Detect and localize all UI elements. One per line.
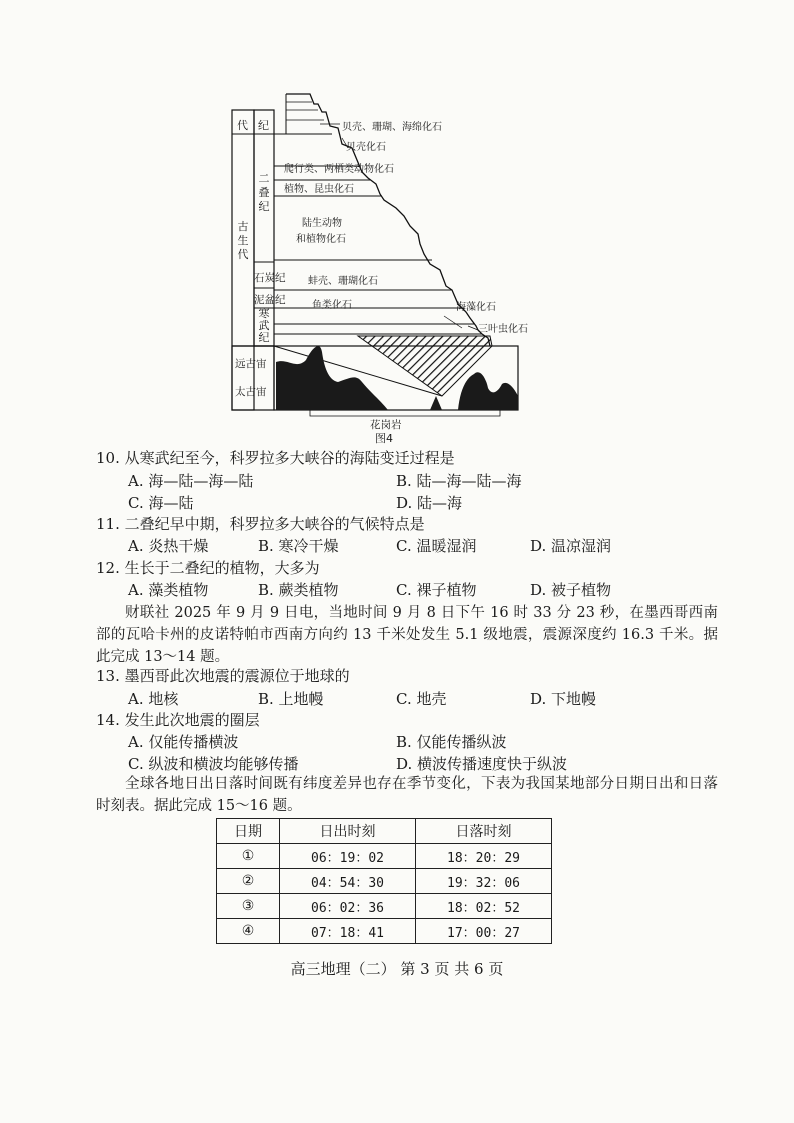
table-cell-date: ③	[217, 894, 280, 919]
q12-option-a: A. 藻类植物	[128, 581, 209, 599]
q11-stem: 11. 二叠纪早中期，科罗拉多大峡谷的气候特点是	[96, 515, 425, 533]
strata-figure	[230, 90, 570, 432]
period-devonian: 泥盆纪	[254, 294, 286, 306]
label-land-life-1: 陆生动物	[302, 218, 342, 229]
passage-earthquake: 财联社 2025 年 9 月 9 日电，当地时间 9 月 8 日下午 16 时 33 分 23 秒，在墨西哥西南部的瓦哈卡州的皮诺特帕市西南方向约 13 千米处发生 5.1 级地震，震源深度约 16.3 千米。据此完成 13～14 题。	[96, 605, 718, 665]
header-era: 代	[237, 119, 248, 132]
table-header: 日期	[217, 819, 280, 844]
granite-left	[276, 346, 388, 410]
q12-option-d: D. 被子植物	[530, 581, 612, 599]
era-proterozoic: 远古宙	[235, 358, 267, 370]
q10-stem: 10. 从寒武纪至今，科罗拉多大峡谷的海陆变迁过程是	[96, 449, 455, 467]
table-cell-date: ④	[217, 919, 280, 944]
table-cell-sunrise: 06：02：36	[280, 894, 416, 919]
label-shell-coral-sponge: 贝壳、珊瑚、海绵化石	[342, 122, 442, 133]
table-header-row	[217, 819, 552, 844]
q13-option-a: A. 地核	[128, 690, 179, 708]
q13-option-b: B. 上地幔	[258, 690, 324, 708]
table-row	[217, 869, 552, 894]
q14-option-b: B. 仅能传播纵波	[396, 733, 507, 751]
q13-option-c: C. 地壳	[396, 690, 447, 708]
era-paleozoic: 古生代	[237, 220, 249, 261]
strata-diagram	[230, 90, 570, 432]
period-permian: 二叠纪	[258, 172, 270, 213]
table-header: 日落时刻	[416, 819, 552, 844]
table-cell-sunset: 18：02：52	[416, 894, 552, 919]
q14-stem: 14. 发生此次地震的圈层	[96, 711, 260, 729]
label-clam-coral: 蚌壳、珊瑚化石	[308, 276, 378, 287]
q11-option-a: A. 炎热干燥	[128, 537, 209, 555]
q13-stem: 13. 墨西哥此次地震的震源位于地球的	[96, 667, 350, 685]
q11-option-b: B. 寒冷干燥	[258, 537, 339, 555]
q10-option-d: D. 陆—海	[396, 494, 463, 512]
period-cambrian: 寒武纪	[258, 307, 270, 344]
label-plant-insect: 植物、昆虫化石	[284, 184, 354, 195]
q10-option-c: C. 海—陆	[128, 494, 194, 512]
table-cell-date: ②	[217, 869, 280, 894]
label-reptile-amphibian: 爬行类、两栖类动物化石	[284, 164, 394, 175]
table-cell-sunset: 17：00：27	[416, 919, 552, 944]
period-carboniferous: 石炭纪	[254, 272, 286, 284]
q14-option-d: D. 横波传播速度快于纵波	[396, 755, 568, 773]
table-row	[217, 894, 552, 919]
table-row	[217, 844, 552, 869]
table-cell-sunset: 19：32：06	[416, 869, 552, 894]
table-cell-sunrise: 06：19：02	[280, 844, 416, 869]
q11-option-d: D. 温凉湿润	[530, 537, 612, 555]
label-fish: 鱼类化石	[312, 300, 352, 311]
q12-stem: 12. 生长于二叠纪的植物，大多为	[96, 559, 320, 577]
sunrise-sunset-table	[216, 818, 552, 944]
page-footer: 高三地理（二） 第 3 页 共 6 页	[290, 960, 504, 978]
q10-option-b: B. 陆—海—陆—海	[396, 472, 522, 490]
q10-option-a: A. 海—陆—海—陆	[128, 472, 254, 490]
q14-option-c: C. 纵波和横波均能够传播	[128, 755, 299, 773]
label-shell: 贝壳化石	[346, 142, 386, 153]
granite-right	[458, 372, 518, 410]
header-period: 纪	[258, 119, 269, 132]
table-cell-date: ①	[217, 844, 280, 869]
q12-option-c: C. 裸子植物	[396, 581, 477, 599]
q14-option-a: A. 仅能传播横波	[128, 733, 239, 751]
q11-option-c: C. 温暖湿润	[396, 537, 477, 555]
label-granite: 花岗岩	[370, 419, 402, 431]
q12-option-b: B. 蕨类植物	[258, 581, 339, 599]
label-algae: 海藻化石	[456, 302, 496, 313]
q13-option-d: D. 下地幔	[530, 690, 597, 708]
table-row	[217, 919, 552, 944]
figure-caption: 图4	[375, 432, 393, 445]
table-cell-sunset: 18：20：29	[416, 844, 552, 869]
label-land-life-2: 和植物化石	[296, 234, 346, 245]
label-trilobite: 三叶虫化石	[478, 324, 528, 335]
passage-sunrise: 全球各地日出日落时间既有纬度差异也存在季节变化，下表为我国某地部分日期日出和日落时刻表。据此完成 15～16 题。	[96, 776, 718, 814]
era-archean: 太古宙	[235, 386, 267, 398]
table-cell-sunrise: 04：54：30	[280, 869, 416, 894]
table-cell-sunrise: 07：18：41	[280, 919, 416, 944]
table-header: 日出时刻	[280, 819, 416, 844]
